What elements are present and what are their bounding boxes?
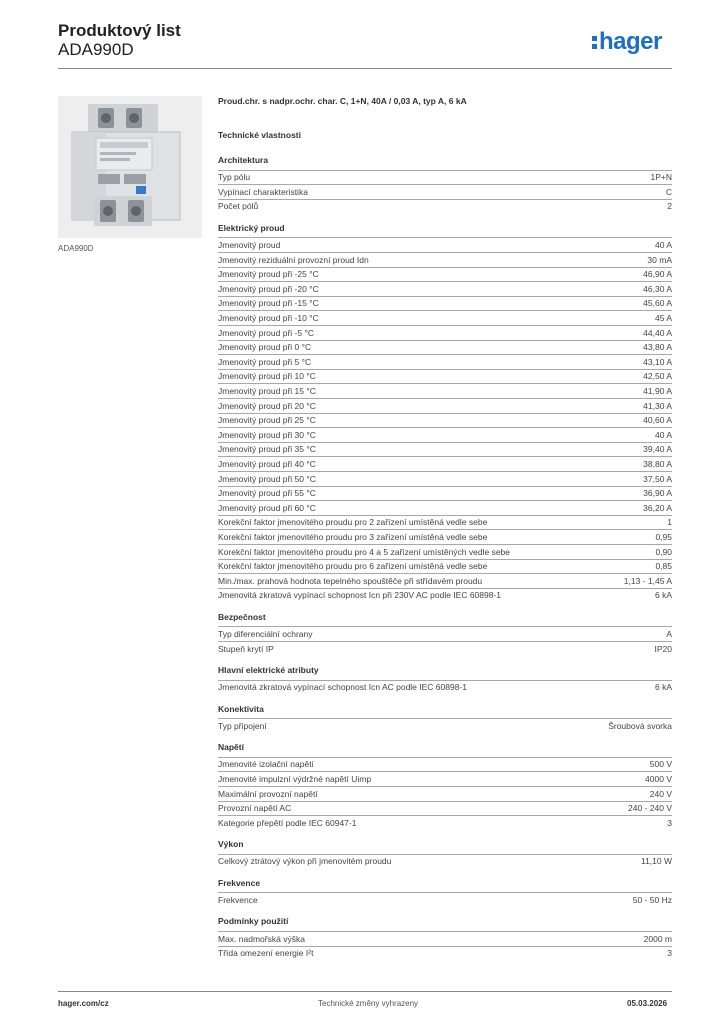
spec-label: Celkový ztrátový výkon při jmenovitém proudu xyxy=(218,856,392,867)
spec-row xyxy=(218,680,672,695)
spec-label: Jmenovité impulzní výdržné napětí Uimp xyxy=(218,774,372,785)
spec-label: Jmenovitý proud při -5 °C xyxy=(218,327,314,338)
section-title: Frekvence xyxy=(218,877,261,888)
spec-row xyxy=(218,442,672,457)
spec-label: Jmenovitý proud při 25 °C xyxy=(218,415,316,426)
page-title: Produktový list xyxy=(58,21,181,40)
spec-value: 1 xyxy=(667,517,672,528)
section-title: Hlavní elektrické atributy xyxy=(218,665,319,675)
spec-label: Vypínací charakteristika xyxy=(218,186,308,197)
spec-value: 40 A xyxy=(654,240,672,251)
spec-label: Korekční faktor jmenovitého proudu pro 3 zařízení umístěná vedle sebe xyxy=(218,532,488,543)
spec-row xyxy=(218,237,672,252)
product-code: ADA990D xyxy=(58,40,134,59)
spec-row xyxy=(218,515,672,530)
spec-label: Jmenovitý proud při 0 °C xyxy=(218,342,312,353)
spec-row xyxy=(218,281,672,296)
spec-value: 40 A xyxy=(654,429,672,440)
rcbo-device-icon xyxy=(58,96,202,238)
spec-value: 6 kA xyxy=(654,590,672,601)
spec-row xyxy=(218,771,672,786)
spec-value: 43,80 A xyxy=(643,342,672,353)
spec-value: 36,20 A xyxy=(643,502,672,513)
spec-value: 42,50 A xyxy=(643,371,672,382)
spec-row xyxy=(218,383,672,398)
spec-row xyxy=(218,931,672,946)
spec-label: Korekční faktor jmenovitého proudu pro 2 zařízení umístěná vedle sebe xyxy=(218,517,488,528)
spec-value: A xyxy=(666,629,672,640)
spec-row xyxy=(218,413,672,428)
spec-value: 41,90 A xyxy=(643,386,672,397)
spec-label: Maximální provozní napětí xyxy=(218,788,318,799)
spec-row xyxy=(218,369,672,384)
spec-value: 40,60 A xyxy=(643,415,672,426)
spec-label: Stupeň krytí IP xyxy=(218,643,274,654)
spec-label: Jmenovitý proud při 30 °C xyxy=(218,429,316,440)
spec-label: Jmenovitý proud při 50 °C xyxy=(218,473,316,484)
spec-row xyxy=(218,170,672,185)
spec-value: 3 xyxy=(667,817,672,828)
hager-logo xyxy=(592,30,662,54)
spec-value: 36,90 A xyxy=(643,488,672,499)
spec-label: Min./max. prahová hodnota tepelného spouštěče při střídavém proudu xyxy=(218,575,483,586)
section-title: Elektrický proud xyxy=(218,222,285,233)
spec-row xyxy=(218,184,672,199)
spec-label: Provozní napětí AC xyxy=(218,803,292,814)
spec-label: Kategorie přepětí podle IEC 60947-1 xyxy=(218,817,357,828)
spec-row xyxy=(218,544,672,559)
spec-value: 41,30 A xyxy=(643,400,672,411)
spec-row xyxy=(218,626,672,641)
section-title: Výkon xyxy=(218,839,244,850)
spec-value: 4000 V xyxy=(645,774,672,785)
spec-value: 11,10 W xyxy=(640,856,672,867)
spec-label: Jmenovitý proud při -15 °C xyxy=(218,298,319,309)
spec-label: Typ pólu xyxy=(218,172,251,183)
spec-row xyxy=(218,267,672,282)
spec-value: 2000 m xyxy=(643,933,672,944)
spec-value: 0,85 xyxy=(655,561,672,572)
spec-row xyxy=(218,573,672,588)
spec-label: Jmenovitý proud při 40 °C xyxy=(218,459,316,470)
spec-label: Jmenovitý proud xyxy=(218,240,281,251)
spec-value: Šroubová svorka xyxy=(608,720,672,731)
footer-website: hager.com/cz xyxy=(58,999,109,1008)
spec-label: Jmenovitá zkratová vypínací schopnost Icn při 230V AC podle IEC 60898-1 xyxy=(218,590,502,601)
spec-row xyxy=(218,340,672,355)
logo-text: hager xyxy=(599,28,662,55)
spec-row xyxy=(218,486,672,501)
spec-row xyxy=(218,801,672,816)
spec-value: 46,90 A xyxy=(643,269,672,280)
spec-row xyxy=(218,529,672,544)
spec-row xyxy=(218,427,672,442)
spec-label: Max. nadmořská výška xyxy=(218,933,305,944)
spec-row xyxy=(218,310,672,325)
product-image xyxy=(58,96,202,238)
spec-label: Typ diferenciální ochrany xyxy=(218,629,313,640)
spec-label: Korekční faktor jmenovitého proudu pro 6 zařízení umístěná vedle sebe xyxy=(218,561,488,572)
spec-value: 46,30 A xyxy=(643,283,672,294)
spec-value: 0,95 xyxy=(655,532,672,543)
spec-label: Typ připojení xyxy=(218,720,267,731)
spec-label: Jmenovitý proud při 15 °C xyxy=(218,386,316,397)
spec-row xyxy=(218,757,672,772)
footer-date: 05.03.2026 xyxy=(627,999,668,1008)
spec-label: Jmenovitý proud při 10 °C xyxy=(218,371,316,382)
spec-label: Jmenovitý reziduální provozní proud Idn xyxy=(218,254,369,265)
product-description: Proud.chr. s nadpr.ochr. char. C, 1+N, 40A / 0,03 A, typ A, 6 kA xyxy=(218,96,467,106)
spec-row xyxy=(218,199,672,214)
spec-value: 45,60 A xyxy=(643,298,672,309)
spec-row xyxy=(218,471,672,486)
spec-label: Jmenovitý proud při 5 °C xyxy=(218,356,312,367)
spec-label: Jmenovitý proud při -25 °C xyxy=(218,269,319,280)
spec-value: 240 - 240 V xyxy=(628,803,672,814)
spec-label: Jmenovitý proud při 55 °C xyxy=(218,488,316,499)
section-title: Architektura xyxy=(218,155,269,165)
spec-value: 37,50 A xyxy=(643,473,672,484)
spec-value: 2 xyxy=(667,201,672,212)
spec-row xyxy=(218,854,672,869)
spec-row xyxy=(218,559,672,574)
spec-label: Jmenovitý proud při -10 °C xyxy=(218,313,319,324)
spec-value: IP20 xyxy=(654,643,672,654)
spec-value: 1P+N xyxy=(650,172,672,183)
spec-value: 39,40 A xyxy=(643,444,672,455)
spec-label: Jmenovitý proud při 20 °C xyxy=(218,400,316,411)
spec-row xyxy=(218,786,672,801)
spec-row xyxy=(218,252,672,267)
spec-value: 0,90 xyxy=(655,546,672,557)
spec-row xyxy=(218,815,672,830)
spec-label: Počet pólů xyxy=(218,201,259,212)
header-divider xyxy=(58,68,672,69)
spec-value: 240 V xyxy=(649,788,672,799)
spec-label: Jmenovitý proud při 35 °C xyxy=(218,444,316,455)
spec-row xyxy=(218,456,672,471)
spec-value: 38,80 A xyxy=(643,459,672,470)
spec-value: 50 - 50 Hz xyxy=(632,895,672,906)
spec-label: Třída omezení energie I²t xyxy=(218,948,314,959)
spec-row xyxy=(218,296,672,311)
spec-value: 3 xyxy=(667,948,672,959)
section-title: Napětí xyxy=(218,742,244,753)
spec-value: 44,40 A xyxy=(643,327,672,338)
spec-row xyxy=(218,500,672,515)
section-title: Bezpečnost xyxy=(218,611,266,622)
section-title: Podmínky použití xyxy=(218,916,289,927)
logo-colon-icon xyxy=(592,33,597,49)
section-title: Konektivita xyxy=(218,703,264,714)
spec-label: Jmenovitý proud při -20 °C xyxy=(218,283,319,294)
footer-divider xyxy=(58,991,672,992)
spec-row xyxy=(218,325,672,340)
spec-row xyxy=(218,398,672,413)
spec-row xyxy=(218,641,672,656)
image-caption: ADA990D xyxy=(58,244,94,253)
spec-row xyxy=(218,354,672,369)
spec-value: 45 A xyxy=(654,313,672,324)
spec-label: Jmenovitá zkratová vypínací schopnost Icn AC podle IEC 60898-1 xyxy=(218,682,467,693)
spec-value: 1,13 - 1,45 A xyxy=(623,575,672,586)
spec-value: 43,10 A xyxy=(643,356,672,367)
spec-row xyxy=(218,588,672,603)
spec-value: 30 mA xyxy=(647,254,672,265)
technical-properties-heading: Technické vlastnosti xyxy=(218,130,301,140)
footer-disclaimer: Technické změny vyhrazeny xyxy=(318,999,419,1008)
spec-label: Jmenovitý proud při 60 °C xyxy=(218,502,316,513)
spec-label: Jmenovité izolační napětí xyxy=(218,759,314,770)
spec-value: 6 kA xyxy=(654,682,672,693)
spec-label: Frekvence xyxy=(218,895,258,906)
spec-value: C xyxy=(665,186,672,197)
spec-label: Korekční faktor jmenovitého proudu pro 4 a 5 zařízení umístěných vedle sebe xyxy=(218,546,510,557)
spec-row xyxy=(218,718,672,733)
spec-row xyxy=(218,946,672,961)
spec-value: 500 V xyxy=(649,759,672,770)
spec-row xyxy=(218,892,672,907)
